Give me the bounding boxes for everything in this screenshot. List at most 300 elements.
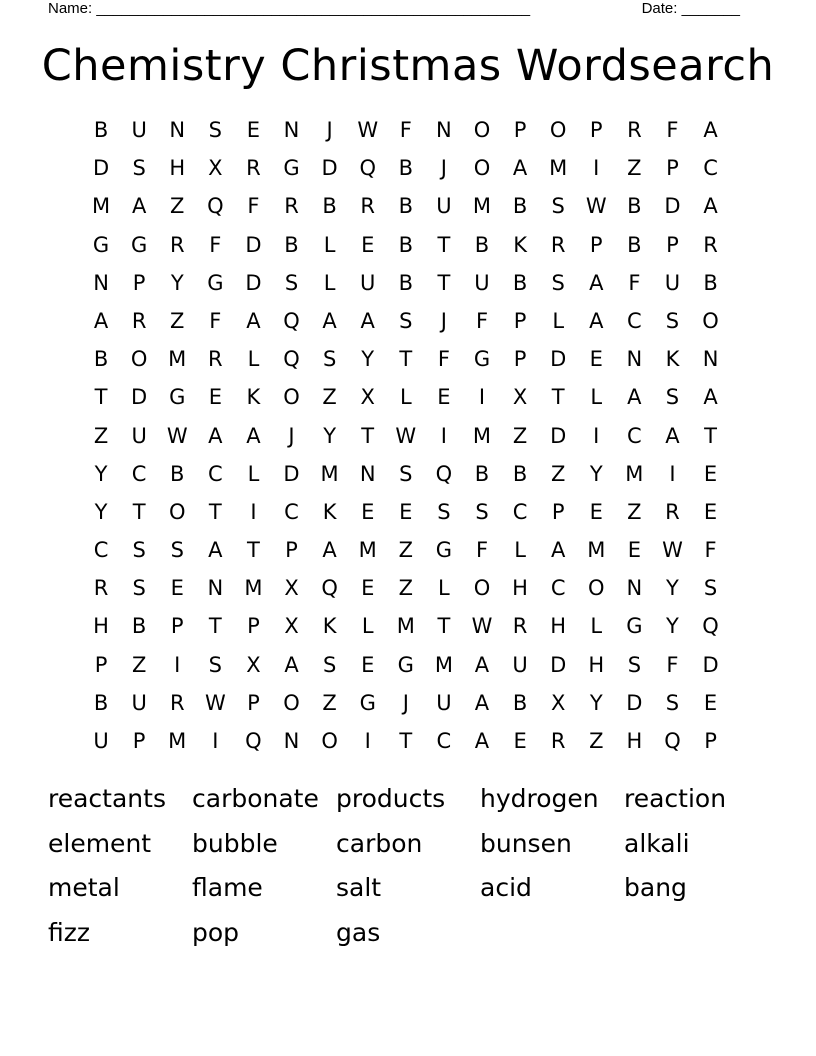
grid-letter: Q [664,729,681,753]
grid-letter: H [93,614,109,639]
grid-letter: I [440,423,447,448]
grid-letter: E [513,729,527,753]
grid-letter: U [474,270,490,295]
grid-letter: E [399,499,413,524]
grid-letter: E [361,576,375,601]
grid-letter: B [93,347,109,372]
grid-letter: P [132,729,146,753]
grid-letter: A [208,423,223,448]
grid-letter: P [513,347,527,372]
grid-letter: H [588,652,605,677]
grid-letter: F [209,232,222,257]
grid-letter: Q [283,347,300,372]
grid-letter: Q [702,614,719,639]
grid-letter: I [174,652,181,677]
grid-letter: Q [283,308,300,333]
grid-letter: I [212,729,219,753]
grid-letter: P [285,538,298,563]
grid-letter: T [361,423,375,448]
grid-letter: U [360,270,376,295]
word-list-item: carbonate [192,784,319,813]
grid-letter: F [628,270,641,295]
grid-letter: S [665,308,680,333]
grid-letter: T [208,499,222,524]
grid-letter: Z [512,423,528,448]
grid-letter: B [398,194,413,219]
name-field-label: Name: ____________________________________________________ [48,0,531,17]
grid-letter: A [322,308,337,333]
word-list-item: carbon [336,828,423,858]
grid-letter: K [322,614,337,639]
grid-letter: R [169,690,185,715]
grid-letter: E [627,538,641,563]
grid-letter: O [473,576,491,601]
grid-letter: D [92,156,110,181]
grid-letter: O [283,690,300,715]
grid-letter: A [93,308,109,333]
grid-letter: O [168,499,186,524]
grid-letter: E [361,232,375,257]
grid-letter: L [247,347,260,372]
grid-letter: O [321,729,338,753]
grid-letter: E [589,499,603,524]
grid-letter: M [434,652,453,677]
grid-letter: Q [245,729,262,753]
grid-letter: C [207,461,223,486]
grid-letter: B [93,118,109,142]
grid-letter: T [437,270,451,295]
grid-letter: B [131,614,147,639]
grid-letter: G [169,385,186,410]
grid-letter: B [703,270,718,295]
grid-letter: C [131,461,147,486]
grid-letter: Z [93,423,109,448]
grid-letter: D [283,461,300,486]
grid-letter: H [550,614,567,639]
grid-letter: P [247,614,260,639]
word-list-item: bang [624,873,687,902]
grid-letter: Z [627,499,642,524]
grid-letter: T [437,232,451,257]
grid-letter: W [395,423,417,448]
grid-letter: N [626,576,643,601]
grid-letter: R [703,232,718,257]
grid-letter: M [320,461,339,486]
grid-letter: E [703,461,718,486]
grid-letter: P [513,308,527,333]
grid-letter: E [589,347,603,372]
grid-letter: L [590,614,603,639]
grid-letter: N [283,729,300,753]
word-list-item: gas [336,917,381,947]
grid-letter: U [131,118,147,142]
grid-letter: L [323,232,336,257]
grid-letter: X [208,156,223,181]
grid-letter: G [131,232,148,257]
grid-letter: C [627,423,642,448]
grid-letter: O [130,347,148,372]
grid-letter: A [246,423,261,448]
grid-letter: X [512,385,528,410]
grid-letter: B [512,690,528,715]
grid-letter: R [512,614,528,639]
grid-letter: T [94,385,108,410]
grid-letter: Y [361,347,375,372]
grid-letter: U [436,194,452,219]
grid-letter: D [702,652,719,677]
grid-letter: G [473,347,491,372]
grid-letter: M [472,194,492,219]
grid-letter: M [168,729,187,753]
grid-letter: C [284,499,299,524]
grid-letter: L [590,385,603,410]
grid-letter: T [208,614,222,639]
grid-letter: S [132,576,146,601]
grid-letter: A [246,308,261,333]
grid-letter: R [93,576,109,601]
grid-letter: R [169,232,185,257]
grid-letter: S [665,690,680,715]
grid-letter: T [247,538,260,563]
grid-letter: N [702,347,719,372]
grid-letter: E [361,499,375,524]
grid-letter: R [360,194,375,219]
grid-letter: I [364,729,371,753]
grid-letter: G [92,232,110,257]
grid-letter: T [551,385,565,410]
grid-letter: M [587,538,606,563]
grid-letter: F [475,538,489,563]
grid-letter: P [704,729,717,753]
grid-letter: L [552,308,565,333]
grid-letter: T [399,729,413,753]
grid-letter: T [704,423,717,448]
grid-letter: P [666,156,679,181]
grid-letter: E [208,385,222,410]
grid-letter: Z [398,576,413,601]
grid-letter: R [246,156,261,181]
grid-letter: U [131,690,147,715]
grid-letter: B [398,232,413,257]
grid-letter: K [246,385,261,410]
grid-letter: J [440,308,447,333]
grid-letter: X [246,652,261,677]
grid-letter: I [593,156,600,181]
grid-letter: N [207,576,224,601]
grid-letter: L [438,576,450,601]
grid-letter: O [702,308,719,333]
grid-letter: A [284,652,299,677]
word-list-item: reactants [48,784,166,813]
grid-letter: S [437,499,451,524]
grid-letter: R [208,347,223,372]
grid-letter: H [626,729,643,753]
grid-letter: H [169,156,186,181]
word-list-item: products [336,784,446,813]
word-list-item: pop [192,917,240,947]
grid-letter: S [399,308,413,333]
word-list-item: metal [48,873,120,902]
grid-letter: F [247,194,260,219]
word-list-item: fizz [48,917,90,947]
grid-letter: B [474,461,490,486]
grid-letter: S [551,270,565,295]
grid-letter: K [513,232,527,257]
grid-letter: T [437,614,451,639]
grid-letter: B [627,194,642,219]
grid-letter: Y [589,690,603,715]
grid-letter: N [359,461,376,486]
grid-letter: X [284,614,299,639]
grid-letter: Y [170,270,184,295]
grid-letter: Z [170,194,185,219]
grid-letter: D [550,652,567,677]
grid-letter: A [589,308,604,333]
grid-letter: S [627,652,642,677]
word-list [48,777,768,955]
grid-letter: S [322,347,337,372]
grid-letter: G [207,270,224,295]
grid-letter: R [627,118,642,142]
grid-letter: N [626,347,643,372]
grid-letter: U [664,270,681,295]
grid-letter: P [666,232,679,257]
grid-letter: A [474,729,490,753]
grid-letter: M [625,461,644,486]
grid-letter: O [473,118,491,142]
grid-letter: P [589,118,603,142]
grid-letter: I [669,461,676,486]
grid-letter: S [208,652,222,677]
grid-letter: A [131,194,147,219]
grid-letter: M [472,423,492,448]
grid-letter: Z [170,308,185,333]
grid-letter: U [512,652,528,677]
grid-letter: N [436,118,452,142]
grid-letter: D [664,194,681,219]
grid-letter: R [131,308,147,333]
grid-letter: W [204,690,226,715]
grid-letter: Q [359,156,376,181]
grid-letter: S [208,118,222,142]
grid-letter: F [666,652,679,677]
grid-letter: N [169,118,186,142]
grid-letter: A [474,652,490,677]
grid-letter: Z [589,729,604,753]
grid-letter: P [170,614,184,639]
grid-letter: Z [550,461,566,486]
grid-letter: B [398,156,413,181]
grid-letter: I [593,423,600,448]
grid-letter: C [627,308,642,333]
grid-letter: A [703,194,718,219]
letter-grid [82,111,730,760]
grid-letter: S [170,538,184,563]
grid-letter: A [322,538,337,563]
grid-letter: Z [627,156,642,181]
grid-letter: S [551,194,565,219]
grid-letter: K [665,347,680,372]
grid-letter: X [360,385,375,410]
grid-letter: A [665,423,680,448]
grid-letter: U [93,729,109,753]
grid-letter: J [326,118,333,142]
grid-letter: F [704,538,717,563]
grid-letter: O [473,156,491,181]
word-list-item: element [48,828,152,858]
grid-letter: S [703,576,718,601]
header-line [48,0,740,17]
grid-letter: L [361,614,374,639]
grid-letter: Q [321,576,338,601]
grid-letter: L [323,270,336,295]
grid-letter: M [396,614,415,639]
grid-letter: D [550,347,567,372]
grid-letter: A [208,538,223,563]
grid-letter: M [244,576,263,601]
grid-letter: E [170,576,184,601]
grid-letter: R [550,232,566,257]
grid-letter: S [399,461,413,486]
grid-letter: J [288,423,295,448]
word-list-item: acid [480,873,532,902]
grid-letter: P [247,690,260,715]
grid-letter: Q [207,194,224,219]
grid-letter: Y [94,499,108,524]
grid-letter: D [321,156,338,181]
grid-letter: A [474,690,490,715]
grid-letter: O [283,385,300,410]
word-list-item: alkali [624,828,690,858]
date-field-label: Date: _______ [641,0,740,17]
grid-letter: B [170,461,185,486]
grid-letter: B [627,232,642,257]
grid-letter: P [589,232,603,257]
grid-letter: G [626,614,643,639]
grid-letter: F [437,347,450,372]
grid-letter: D [245,232,262,257]
grid-letter: F [475,308,489,333]
grid-letter: N [283,118,300,142]
grid-letter: G [359,690,376,715]
grid-letter: E [703,690,718,715]
page-title: Chemistry Christmas Wordsearch [41,41,775,91]
grid-letter: A [589,270,604,295]
grid-letter: P [551,499,565,524]
grid-letter: Z [131,652,147,677]
grid-letter: W [471,614,493,639]
grid-letter: A [703,385,718,410]
grid-letter: S [665,385,680,410]
grid-letter: C [703,156,718,181]
grid-letter: Y [666,614,679,639]
word-list-item: bunsen [480,828,572,858]
grid-letter: M [91,194,111,219]
grid-letter: S [132,156,146,181]
grid-letter: M [358,538,377,563]
grid-letter: L [399,385,412,410]
grid-letter: X [284,576,299,601]
grid-letter: T [399,347,413,372]
grid-letter: G [283,156,300,181]
grid-letter: R [284,194,299,219]
grid-letter: D [550,423,567,448]
grid-letter: F [209,308,222,333]
grid-letter: A [360,308,375,333]
grid-letter: I [250,499,257,524]
grid-letter: I [478,385,486,410]
grid-letter: O [549,118,567,142]
grid-letter: Y [94,461,108,486]
grid-letter: W [166,423,188,448]
grid-letter: E [703,499,718,524]
word-list-item: bubble [192,828,278,858]
grid-letter: U [131,423,147,448]
word-list-item: flame [192,873,263,902]
grid-letter: R [665,499,680,524]
grid-letter: P [132,270,146,295]
grid-letter: J [402,690,409,715]
grid-letter: R [550,729,566,753]
grid-letter: A [703,118,718,142]
grid-letter: E [361,652,375,677]
grid-letter: E [437,385,451,410]
word-list-item: reaction [624,784,727,813]
grid-letter: S [132,538,146,563]
grid-letter: T [132,499,146,524]
grid-letter: L [247,461,260,486]
grid-letter: C [512,499,528,524]
grid-letter: D [131,385,148,410]
grid-letter: B [398,270,413,295]
grid-letter: B [512,270,528,295]
grid-letter: S [322,652,337,677]
grid-letter: Y [589,461,603,486]
grid-letter: G [397,652,414,677]
grid-letter: Y [323,423,337,448]
grid-letter: E [246,118,261,142]
grid-letter: U [436,690,452,715]
grid-letter: H [512,576,528,601]
grid-letter: W [357,118,379,142]
grid-letter: Z [398,538,413,563]
grid-letter: Y [666,576,679,601]
grid-letter: D [245,270,262,295]
grid-letter: S [284,270,299,295]
grid-letter: K [322,499,337,524]
grid-letter: O [588,576,605,601]
word-list-item: salt [336,873,382,902]
grid-letter: W [585,194,607,219]
grid-letter: B [512,194,528,219]
grid-letter: B [284,232,299,257]
word-list-item: hydrogen [480,784,599,813]
grid-letter: D [626,690,643,715]
grid-letter: S [475,499,489,524]
grid-letter: A [512,156,528,181]
grid-letter: A [627,385,642,410]
grid-letter: M [168,347,187,372]
grid-letter: J [440,156,447,181]
grid-letter: B [322,194,337,219]
grid-letter: C [550,576,566,601]
grid-letter: P [94,652,108,677]
grid-letter: F [666,118,679,142]
grid-letter: C [93,538,109,563]
grid-letter: B [93,690,109,715]
grid-letter: L [514,538,526,563]
grid-letter: B [474,232,490,257]
